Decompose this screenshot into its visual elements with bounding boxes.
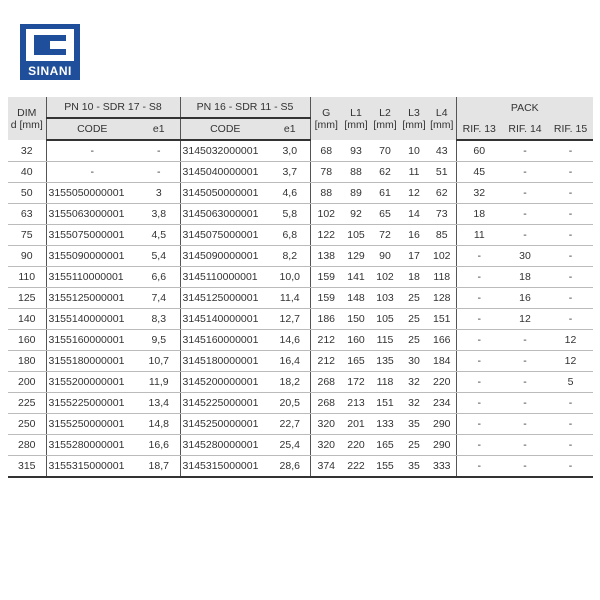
cell-rif14: - — [502, 140, 548, 162]
cell-pn10-code: - — [46, 140, 138, 162]
table-row — [8, 309, 593, 330]
pack-header: PACK — [456, 97, 593, 118]
cell-g: 320 — [310, 414, 342, 435]
cell-l2: 65 — [370, 204, 400, 225]
cell-pn10-e1: 3,8 — [138, 204, 180, 225]
cell-l2: 72 — [370, 225, 400, 246]
cell-pn16-e1: 22,7 — [270, 414, 310, 435]
cell-rif15: 5 — [548, 372, 593, 393]
cell-pn10-code: 3155225000001 — [46, 393, 138, 414]
cell-l1: 160 — [342, 330, 370, 351]
cell-l4: 333 — [428, 456, 456, 478]
cell-pn10-code: 3155125000001 — [46, 288, 138, 309]
cell-l3: 25 — [400, 330, 428, 351]
cell-l2: 61 — [370, 183, 400, 204]
cell-rif13: - — [456, 288, 502, 309]
cell-rif14: 18 — [502, 267, 548, 288]
cell-l4: 166 — [428, 330, 456, 351]
cell-pn16-code: 3145075000001 — [180, 225, 270, 246]
product-spec-table — [8, 97, 593, 478]
cell-l3: 25 — [400, 435, 428, 456]
cell-pn10-code: 3155280000001 — [46, 435, 138, 456]
cell-rif15: - — [548, 267, 593, 288]
cell-pn16-code: 3145180000001 — [180, 351, 270, 372]
cell-l4: 290 — [428, 414, 456, 435]
cell-rif13: - — [456, 309, 502, 330]
cell-pn16-code: 3145280000001 — [180, 435, 270, 456]
cell-g: 374 — [310, 456, 342, 478]
cell-l4: 102 — [428, 246, 456, 267]
rif13-header: RIF. 13 — [456, 118, 502, 140]
cell-l2: 62 — [370, 162, 400, 183]
cell-rif15: - — [548, 225, 593, 246]
table-row — [8, 183, 593, 204]
cell-pn10-code: 3155110000001 — [46, 267, 138, 288]
cell-rif13: - — [456, 435, 502, 456]
table-row — [8, 393, 593, 414]
cell-pn16-code: 3145090000001 — [180, 246, 270, 267]
cell-pn16-e1: 5,8 — [270, 204, 310, 225]
cell-l4: 118 — [428, 267, 456, 288]
cell-rif13: - — [456, 456, 502, 478]
cell-l1: 220 — [342, 435, 370, 456]
cell-l4: 234 — [428, 393, 456, 414]
cell-l2: 165 — [370, 435, 400, 456]
cell-dim: 225 — [8, 393, 46, 414]
table-body — [8, 140, 593, 477]
cell-rif15: - — [548, 393, 593, 414]
cell-pn10-code: - — [46, 162, 138, 183]
cell-l2: 115 — [370, 330, 400, 351]
cell-l1: 88 — [342, 162, 370, 183]
cell-dim: 280 — [8, 435, 46, 456]
cell-pn10-code: 3155063000001 — [46, 204, 138, 225]
table-row — [8, 288, 593, 309]
cell-l2: 155 — [370, 456, 400, 478]
cell-g: 212 — [310, 351, 342, 372]
cell-pn10-code: 3155250000001 — [46, 414, 138, 435]
cell-l4: 128 — [428, 288, 456, 309]
cell-l2: 103 — [370, 288, 400, 309]
cell-pn16-code: 3145225000001 — [180, 393, 270, 414]
cell-pn16-e1: 3,0 — [270, 140, 310, 162]
cell-l3: 32 — [400, 372, 428, 393]
cell-l4: 62 — [428, 183, 456, 204]
cell-rif15: - — [548, 204, 593, 225]
cell-pn16-e1: 3,7 — [270, 162, 310, 183]
cell-pn10-code: 3155180000001 — [46, 351, 138, 372]
cell-dim: 75 — [8, 225, 46, 246]
cell-pn10-e1: 8,3 — [138, 309, 180, 330]
cell-g: 68 — [310, 140, 342, 162]
cell-rif13: - — [456, 330, 502, 351]
cell-l3: 35 — [400, 456, 428, 478]
cell-dim: 90 — [8, 246, 46, 267]
cell-dim: 40 — [8, 162, 46, 183]
cell-pn16-code: 3145032000001 — [180, 140, 270, 162]
cell-rif15: - — [548, 435, 593, 456]
logo-text: SINANI — [28, 64, 72, 78]
cell-rif15: - — [548, 309, 593, 330]
cell-pn16-code: 3145200000001 — [180, 372, 270, 393]
cell-dim: 160 — [8, 330, 46, 351]
cell-l1: 129 — [342, 246, 370, 267]
cell-pn10-e1: - — [138, 140, 180, 162]
cell-l3: 30 — [400, 351, 428, 372]
cell-rif13: 11 — [456, 225, 502, 246]
l1-header: L1 [mm] — [342, 97, 370, 140]
cell-rif14: - — [502, 204, 548, 225]
cell-l1: 165 — [342, 351, 370, 372]
cell-pn10-e1: - — [138, 162, 180, 183]
cell-pn10-e1: 11,9 — [138, 372, 180, 393]
cell-pn16-code: 3145040000001 — [180, 162, 270, 183]
cell-l4: 51 — [428, 162, 456, 183]
cell-l3: 10 — [400, 140, 428, 162]
cell-g: 102 — [310, 204, 342, 225]
cell-rif14: - — [502, 393, 548, 414]
cell-pn16-code: 3145140000001 — [180, 309, 270, 330]
cell-pn10-e1: 3 — [138, 183, 180, 204]
cell-pn10-e1: 4,5 — [138, 225, 180, 246]
cell-g: 186 — [310, 309, 342, 330]
cell-l1: 105 — [342, 225, 370, 246]
cell-dim: 63 — [8, 204, 46, 225]
cell-rif15: 12 — [548, 330, 593, 351]
cell-rif14: 30 — [502, 246, 548, 267]
cell-pn10-e1: 14,8 — [138, 414, 180, 435]
table-row — [8, 162, 593, 183]
cell-l2: 102 — [370, 267, 400, 288]
cell-l1: 93 — [342, 140, 370, 162]
cell-rif15: - — [548, 140, 593, 162]
table-row — [8, 372, 593, 393]
rif15-header: RIF. 15 — [548, 118, 593, 140]
cell-g: 268 — [310, 393, 342, 414]
cell-pn16-e1: 18,2 — [270, 372, 310, 393]
cell-rif14: 16 — [502, 288, 548, 309]
cell-pn16-code: 3145160000001 — [180, 330, 270, 351]
pn16-header: PN 16 - SDR 11 - S5 — [180, 97, 310, 118]
cell-l4: 43 — [428, 140, 456, 162]
cell-l3: 14 — [400, 204, 428, 225]
cell-l1: 92 — [342, 204, 370, 225]
cell-dim: 250 — [8, 414, 46, 435]
cell-l2: 151 — [370, 393, 400, 414]
cell-dim: 125 — [8, 288, 46, 309]
cell-pn10-code: 3155075000001 — [46, 225, 138, 246]
cell-pn10-e1: 5,4 — [138, 246, 180, 267]
cell-rif15: - — [548, 246, 593, 267]
cell-dim: 32 — [8, 140, 46, 162]
cell-l4: 290 — [428, 435, 456, 456]
cell-pn16-e1: 20,5 — [270, 393, 310, 414]
cell-l2: 70 — [370, 140, 400, 162]
cell-l1: 150 — [342, 309, 370, 330]
cell-l3: 12 — [400, 183, 428, 204]
cell-l1: 222 — [342, 456, 370, 478]
pn16-code-header: CODE — [180, 118, 270, 140]
cell-l1: 141 — [342, 267, 370, 288]
cell-pn10-e1: 7,4 — [138, 288, 180, 309]
cell-g: 159 — [310, 267, 342, 288]
cell-pn10-code: 3155050000001 — [46, 183, 138, 204]
cell-rif13: - — [456, 351, 502, 372]
cell-pn16-e1: 16,4 — [270, 351, 310, 372]
cell-pn10-e1: 9,5 — [138, 330, 180, 351]
cell-g: 88 — [310, 183, 342, 204]
cell-dim: 50 — [8, 183, 46, 204]
cell-rif14: - — [502, 456, 548, 478]
cell-l4: 73 — [428, 204, 456, 225]
cell-pn10-code: 3155200000001 — [46, 372, 138, 393]
table-row — [8, 330, 593, 351]
cell-l3: 16 — [400, 225, 428, 246]
cell-l2: 105 — [370, 309, 400, 330]
l2-header: L2 [mm] — [370, 97, 400, 140]
table-row — [8, 246, 593, 267]
cell-pn16-e1: 14,6 — [270, 330, 310, 351]
cell-pn16-e1: 12,7 — [270, 309, 310, 330]
cell-l3: 32 — [400, 393, 428, 414]
cell-rif15: 12 — [548, 351, 593, 372]
cell-pn16-e1: 28,6 — [270, 456, 310, 478]
cell-pn10-e1: 16,6 — [138, 435, 180, 456]
cell-rif13: - — [456, 372, 502, 393]
table-row — [8, 456, 593, 478]
cell-rif13: - — [456, 246, 502, 267]
cell-pn10-e1: 10,7 — [138, 351, 180, 372]
cell-pn10-code: 3155090000001 — [46, 246, 138, 267]
cell-l4: 184 — [428, 351, 456, 372]
cell-pn10-e1: 6,6 — [138, 267, 180, 288]
pn16-e1-header: e1 — [270, 118, 310, 140]
cell-g: 212 — [310, 330, 342, 351]
cell-pn16-code: 3145125000001 — [180, 288, 270, 309]
cell-pn10-code: 3155160000001 — [46, 330, 138, 351]
table-row — [8, 225, 593, 246]
cell-rif13: 18 — [456, 204, 502, 225]
cell-l1: 148 — [342, 288, 370, 309]
cell-pn10-e1: 13,4 — [138, 393, 180, 414]
cell-rif15: - — [548, 414, 593, 435]
cell-l4: 85 — [428, 225, 456, 246]
pn10-e1-header: e1 — [138, 118, 180, 140]
cell-dim: 200 — [8, 372, 46, 393]
cell-pn16-e1: 6,8 — [270, 225, 310, 246]
cell-l1: 89 — [342, 183, 370, 204]
cell-pn16-e1: 4,6 — [270, 183, 310, 204]
cell-pn10-code: 3155315000001 — [46, 456, 138, 478]
l4-header: L4 [mm] — [428, 97, 456, 140]
cell-l1: 172 — [342, 372, 370, 393]
cell-l3: 25 — [400, 309, 428, 330]
cell-rif14: - — [502, 162, 548, 183]
cell-pn10-e1: 18,7 — [138, 456, 180, 478]
table-row — [8, 435, 593, 456]
cell-rif14: - — [502, 183, 548, 204]
cell-l3: 18 — [400, 267, 428, 288]
cell-g: 138 — [310, 246, 342, 267]
cell-pn16-code: 3145050000001 — [180, 183, 270, 204]
cell-l1: 201 — [342, 414, 370, 435]
cell-rif13: - — [456, 393, 502, 414]
cell-pn16-code: 3145110000001 — [180, 267, 270, 288]
dim-header: DIM d [mm] — [8, 97, 46, 140]
cell-l3: 35 — [400, 414, 428, 435]
cell-rif14: - — [502, 225, 548, 246]
l3-header: L3 [mm] — [400, 97, 428, 140]
cell-rif15: - — [548, 288, 593, 309]
cell-dim: 110 — [8, 267, 46, 288]
cell-rif13: 32 — [456, 183, 502, 204]
cell-g: 122 — [310, 225, 342, 246]
cell-pn16-code: 3145315000001 — [180, 456, 270, 478]
cell-l1: 213 — [342, 393, 370, 414]
cell-g: 268 — [310, 372, 342, 393]
cell-rif13: - — [456, 267, 502, 288]
cell-rif13: 45 — [456, 162, 502, 183]
cell-pn16-code: 3145063000001 — [180, 204, 270, 225]
cell-l2: 135 — [370, 351, 400, 372]
cell-g: 320 — [310, 435, 342, 456]
sinani-logo — [20, 24, 80, 80]
rif14-header: RIF. 14 — [502, 118, 548, 140]
table-row — [8, 267, 593, 288]
g-header: G [mm] — [310, 97, 342, 140]
cell-rif14: - — [502, 351, 548, 372]
cell-l2: 90 — [370, 246, 400, 267]
cell-pn16-e1: 10,0 — [270, 267, 310, 288]
cell-rif13: 60 — [456, 140, 502, 162]
cell-pn16-e1: 11,4 — [270, 288, 310, 309]
pn10-code-header: CODE — [46, 118, 138, 140]
cell-rif14: - — [502, 414, 548, 435]
cell-l2: 133 — [370, 414, 400, 435]
cell-pn16-e1: 8,2 — [270, 246, 310, 267]
cell-dim: 140 — [8, 309, 46, 330]
cell-dim: 180 — [8, 351, 46, 372]
cell-rif15: - — [548, 162, 593, 183]
cell-g: 78 — [310, 162, 342, 183]
cell-rif14: 12 — [502, 309, 548, 330]
cell-rif13: - — [456, 414, 502, 435]
cell-rif14: - — [502, 330, 548, 351]
table-row — [8, 140, 593, 162]
cell-dim: 315 — [8, 456, 46, 478]
cell-l3: 11 — [400, 162, 428, 183]
cell-rif15: - — [548, 183, 593, 204]
table-row — [8, 204, 593, 225]
cell-l3: 25 — [400, 288, 428, 309]
cell-l4: 151 — [428, 309, 456, 330]
table-row — [8, 414, 593, 435]
cell-rif14: - — [502, 435, 548, 456]
table-row — [8, 351, 593, 372]
cell-l4: 220 — [428, 372, 456, 393]
cell-g: 159 — [310, 288, 342, 309]
cell-rif14: - — [502, 372, 548, 393]
cell-pn16-code: 3145250000001 — [180, 414, 270, 435]
cell-l3: 17 — [400, 246, 428, 267]
cell-l2: 118 — [370, 372, 400, 393]
cell-pn10-code: 3155140000001 — [46, 309, 138, 330]
pn10-header: PN 10 - SDR 17 - S8 — [46, 97, 180, 118]
cell-rif15: - — [548, 456, 593, 478]
cell-pn16-e1: 25,4 — [270, 435, 310, 456]
